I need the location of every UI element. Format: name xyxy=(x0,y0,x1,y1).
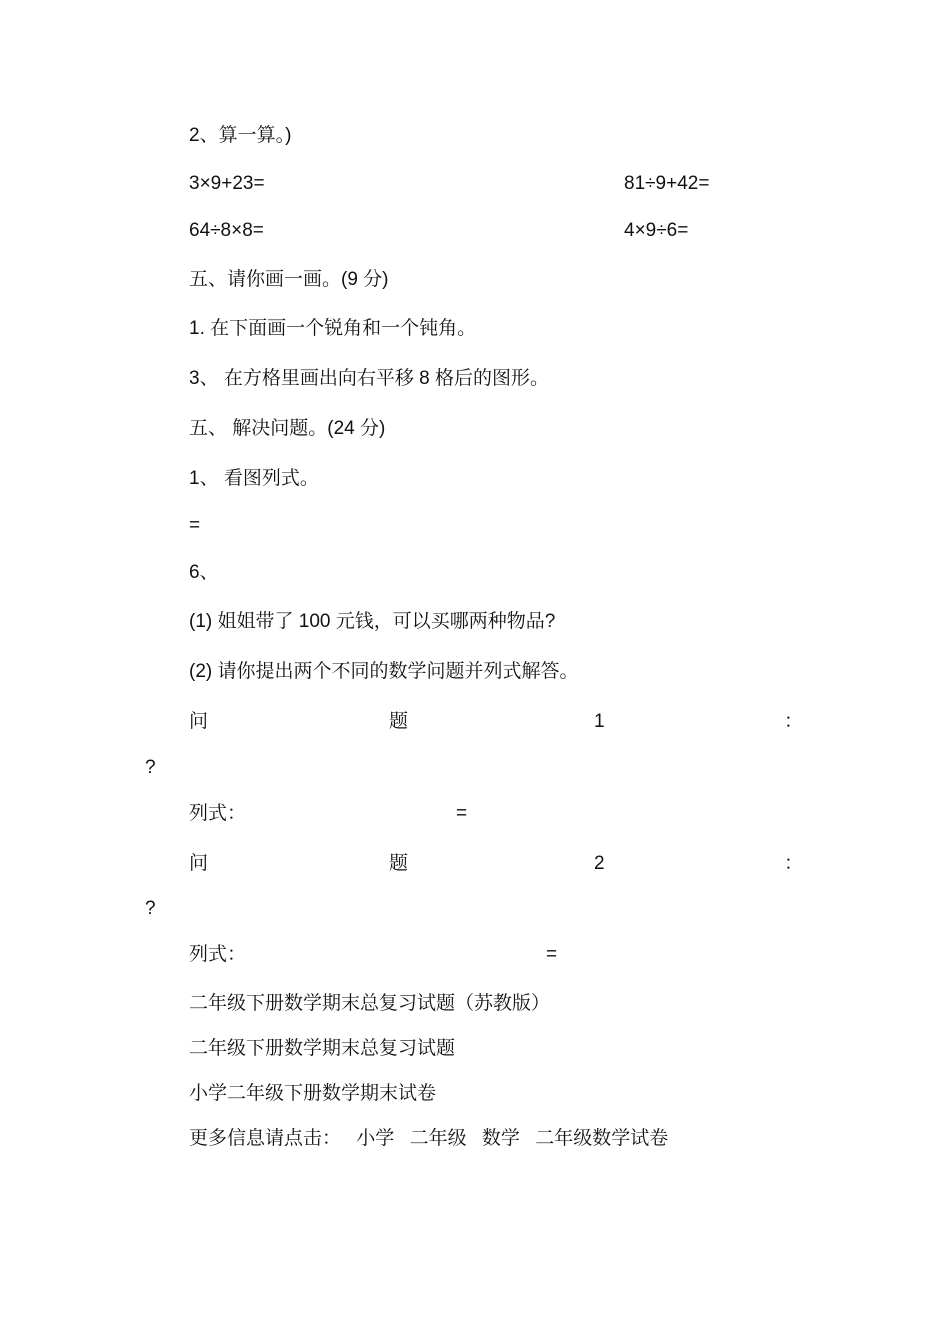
problem-1-number: 1 xyxy=(594,711,605,732)
solve-question-1: 1、 看图列式。 xyxy=(189,468,319,489)
problem-1-char-b: 题 xyxy=(389,711,409,732)
solve-question-6: 6、 xyxy=(189,562,219,583)
section-heading-draw: 五、请你画一画。(9 分) xyxy=(189,269,389,290)
problem-2-colon: ： xyxy=(784,853,804,874)
related-link-2[interactable]: 二年级下册数学期末总复习试题 xyxy=(189,1038,456,1059)
related-link-3[interactable]: 小学二年级下册数学期末试卷 xyxy=(189,1083,437,1104)
problem-2-char-a: 问 xyxy=(189,853,209,874)
related-link-1[interactable]: 二年级下册数学期末总复习试题（苏教版） xyxy=(189,993,551,1014)
calc-item-3: 64÷8×8= xyxy=(189,220,264,241)
problem-2-char-b: 题 xyxy=(389,853,409,874)
problem-1-question-mark: ? xyxy=(145,757,156,778)
formula-1-label: 列式： xyxy=(189,803,247,824)
draw-question-3: 3、 在方格里画出向右平移 8 格后的图形。 xyxy=(189,368,549,389)
sub-question-2: (2) 请你提出两个不同的数学问题并列式解答。 xyxy=(189,661,579,682)
problem-2-number: 2 xyxy=(594,853,605,874)
formula-1-equals: = xyxy=(456,803,468,824)
problem-1-colon: ： xyxy=(784,711,804,732)
formula-2-equals: = xyxy=(546,944,558,965)
calc-item-1: 3×9+23= xyxy=(189,173,265,194)
calc-item-2: 81÷9+42= xyxy=(624,173,710,194)
more-info-row xyxy=(189,1127,668,1151)
section-heading-solve: 五、 解决问题。(24 分) xyxy=(189,418,386,439)
sub-question-1: (1) 姐姐带了 100 元钱，可以买哪两种物品? xyxy=(189,611,556,632)
tag-link-grade2-math-exam[interactable]: 二年级数学试卷 xyxy=(535,1128,669,1149)
more-info-label: 更多信息请点击： xyxy=(189,1128,342,1149)
formula-2-label: 列式： xyxy=(189,944,247,965)
equation-blank: = xyxy=(189,515,201,536)
calc-item-4: 4×9÷6= xyxy=(624,220,689,241)
problem-2-question-mark: ? xyxy=(145,898,156,919)
section-heading-calc: 2、算一算。) xyxy=(189,125,292,146)
tag-link-primary[interactable]: 小学 xyxy=(356,1128,395,1149)
problem-1-char-a: 问 xyxy=(189,711,209,732)
draw-question-1: 1. 在下面画一个锐角和一个钝角。 xyxy=(189,318,477,339)
tag-link-grade2[interactable]: 二年级 xyxy=(409,1128,467,1149)
tag-link-math[interactable]: 数学 xyxy=(481,1128,520,1149)
